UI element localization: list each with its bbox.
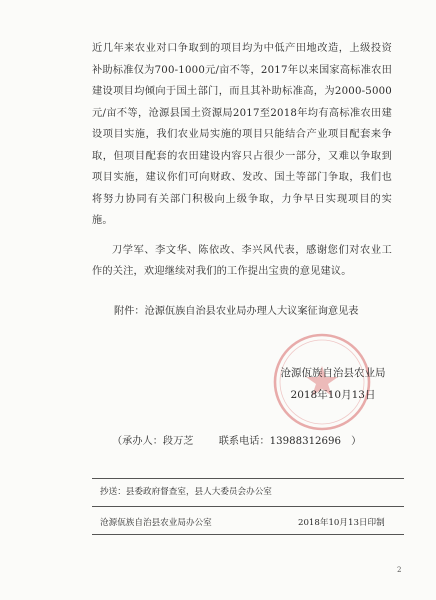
divider-top [92, 478, 404, 479]
page-number: 2 [397, 566, 402, 574]
signature-org: 沧源佤族自治县农业局 [280, 367, 386, 379]
signature-block [258, 362, 408, 406]
body-text [92, 38, 392, 283]
divider-bottom [92, 534, 404, 535]
contact-line [112, 432, 412, 447]
footer-org: 沧源佤族自治县农业局办公室 [100, 518, 212, 528]
footer-date: 2018年10月13日印制 [298, 518, 385, 528]
cc-line: 抄送：县委政府督查室，县人大委员会办公室 [100, 487, 272, 497]
divider-middle [92, 506, 404, 507]
contact-handler: （承办人：段万芝 [112, 436, 194, 447]
paragraph-thanks: 刀学军、李文华、陈依改、李兴风代表，感谢您们对农业工作的关注，欢迎继续对我们的工作提出宝贵的意见建议。 [92, 244, 392, 277]
attachment-line: 附件：沧源佤族自治县农业局办理人大议案征询意见表 [114, 306, 359, 317]
contact-phone: 联系电话：13988312696 ） [218, 436, 362, 447]
paragraph-projects: 近几年来农业对口争取到的项目均为中低产田地改造，上级投资补助标准仅为700-1000元/亩不等，2017年以来国家高标准农田建设项目均倾向于国土部门，而且其补助标准高，为2000-5000元/亩不等，沧源县国土资源局2017至2018年均有高标准农田建设项目实施，我们农业局实施的项目只能结合产业项目配套来争取，但项目配套的农田建设内容只占很少一部分，又难以争取到项目实施，建议你们可向财政、发改、国土等部门争取，我们也将努力协同有关部门积极向上级争取，力争早日实现项目的实施。 [92, 43, 392, 226]
signature-date: 2018年10月13日 [290, 389, 376, 401]
